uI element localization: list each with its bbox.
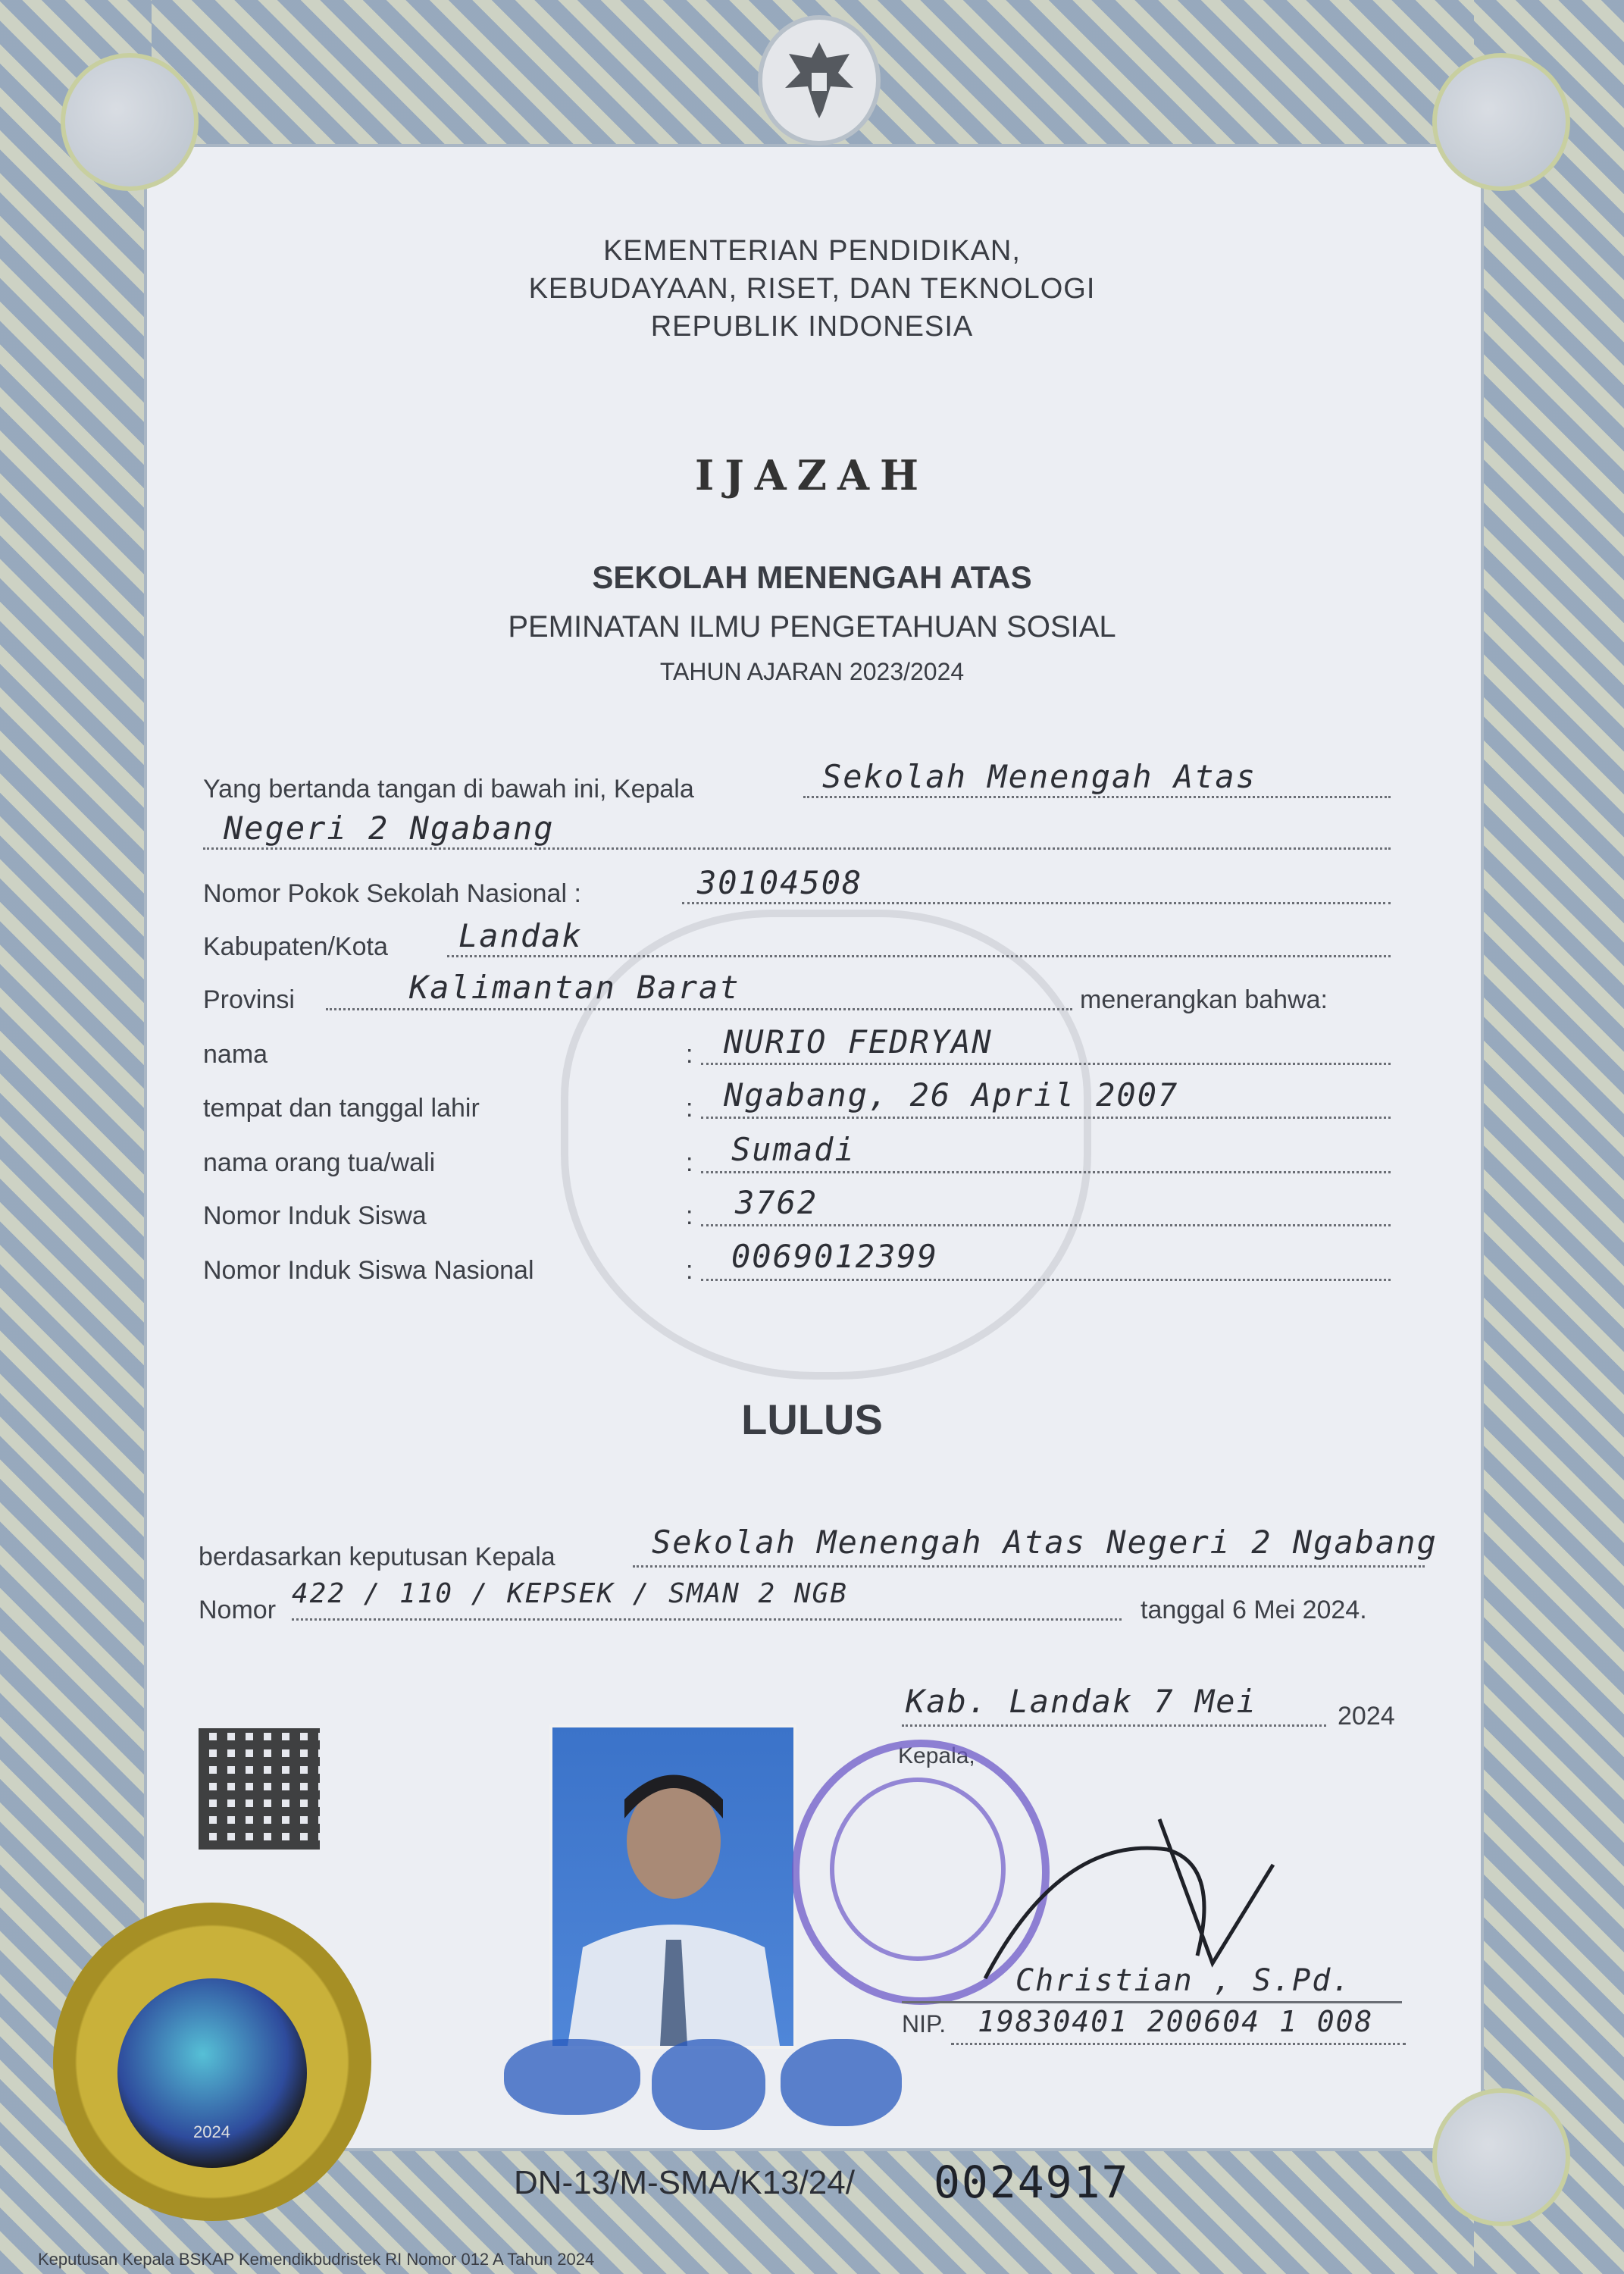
dotted-line <box>701 1117 1391 1119</box>
dotted-line <box>701 1063 1391 1065</box>
signature-line <box>902 2001 1402 2003</box>
program: PEMINATAN ILMU PENGETAHUAN SOSIAL <box>508 610 1116 644</box>
kepala-label: Kepala, <box>898 1743 975 1768</box>
hologram-year: 2024 <box>193 2122 230 2141</box>
school-name-line1: Sekolah Menengah Atas <box>822 758 1257 795</box>
dotted-line <box>292 1618 1122 1621</box>
colon: : <box>686 1256 693 1285</box>
corner-ornament-top-left <box>61 53 199 191</box>
ministry-line-1: KEMENTERIAN PENDIDIKAN, <box>603 235 1021 267</box>
ortu-value: Sumadi <box>731 1131 856 1168</box>
dotted-line <box>951 2043 1406 2045</box>
issue-year: 2024 <box>1338 1702 1395 1731</box>
dotted-line <box>902 1724 1326 1727</box>
garuda-emblem-icon <box>758 15 881 146</box>
serial-number: 0024917 <box>934 2157 1130 2208</box>
ttl-label: tempat dan tanggal lahir <box>203 1094 480 1123</box>
school-level: SEKOLAH MENENGAH ATAS <box>592 559 1032 595</box>
academic-year: TAHUN AJARAN 2023/2024 <box>659 658 965 685</box>
dotted-line <box>203 847 1391 850</box>
colon: : <box>686 1040 693 1069</box>
provinsi-value: Kalimantan Barat <box>409 969 740 1006</box>
fingerprint-left <box>504 2039 640 2115</box>
nisn-label: Nomor Induk Siswa Nasional <box>203 1256 534 1285</box>
corner-ornament-bottom-right <box>1432 2088 1570 2226</box>
colon: : <box>686 1201 693 1230</box>
footer-note: Keputusan Kepala BSKAP Kemendikbudristek RI Nomor 012 A Tahun 2024 <box>38 2250 595 2269</box>
decision-label: berdasarkan keputusan Kepala <box>199 1543 555 1571</box>
ministry-line-2: KEBUDAYAAN, RISET, DAN TEKNOLOGI <box>528 273 1096 305</box>
kabupaten-value: Landak <box>458 917 583 954</box>
provinsi-label: Provinsi <box>203 985 295 1014</box>
signer-name: Christian , S.Pd. <box>1015 1963 1352 1998</box>
npsn-label: Nomor Pokok Sekolah Nasional : <box>203 879 581 908</box>
corner-ornament-top-right <box>1432 53 1570 191</box>
ministry-line-3: REPUBLIK INDONESIA <box>650 311 974 343</box>
qr-code-icon <box>199 1728 320 1850</box>
nisn-value: 0069012399 <box>731 1238 938 1275</box>
colon: : <box>686 1148 693 1177</box>
serial-prefix: DN-13/M-SMA/K13/24/ <box>514 2164 855 2201</box>
dotted-line <box>701 1171 1391 1173</box>
dotted-line <box>803 796 1391 798</box>
colon: : <box>686 1094 693 1123</box>
kabupaten-label: Kabupaten/Kota <box>203 932 388 961</box>
dotted-line <box>326 1008 1072 1010</box>
graduation-status: LULUS <box>741 1395 883 1443</box>
dotted-line <box>682 902 1391 904</box>
fingerprint-middle <box>652 2039 765 2130</box>
dotted-line <box>701 1279 1391 1281</box>
nip-label: NIP. <box>902 2010 947 2038</box>
nis-label: Nomor Induk Siswa <box>203 1201 427 1230</box>
fingerprint-right <box>781 2039 902 2126</box>
nama-label: nama <box>203 1040 268 1069</box>
nomor-value: 422 / 110 / KEPSEK / SMAN 2 NGB <box>292 1578 848 1609</box>
nama-value: NURIO FEDRYAN <box>724 1023 993 1060</box>
decision-value: Sekolah Menengah Atas Negeri 2 Ngabang <box>652 1524 1438 1561</box>
student-photo <box>549 1724 796 2049</box>
nip-value: 19830401 200604 1 008 <box>978 2005 1374 2038</box>
dotted-line <box>701 1224 1391 1226</box>
intro-label: Yang bertanda tangan di bawah ini, Kepala <box>203 775 694 803</box>
npsn-value: 30104508 <box>697 864 863 901</box>
school-name-line2: Negeri 2 Ngabang <box>224 810 555 847</box>
nis-value: 3762 <box>735 1184 818 1221</box>
issue-place-date: Kab. Landak 7 Mei <box>906 1683 1257 1720</box>
ttl-value: Ngabang, 26 April 2007 <box>724 1076 1179 1114</box>
dotted-line <box>633 1565 1425 1568</box>
menerangkan-label: menerangkan bahwa: <box>1080 985 1328 1014</box>
decision-date: tanggal 6 Mei 2024. <box>1141 1596 1367 1624</box>
ortu-label: nama orang tua/wali <box>203 1148 436 1177</box>
nomor-label: Nomor <box>199 1596 277 1624</box>
dotted-line <box>447 955 1391 957</box>
document-title: IJAZAH <box>694 451 930 500</box>
